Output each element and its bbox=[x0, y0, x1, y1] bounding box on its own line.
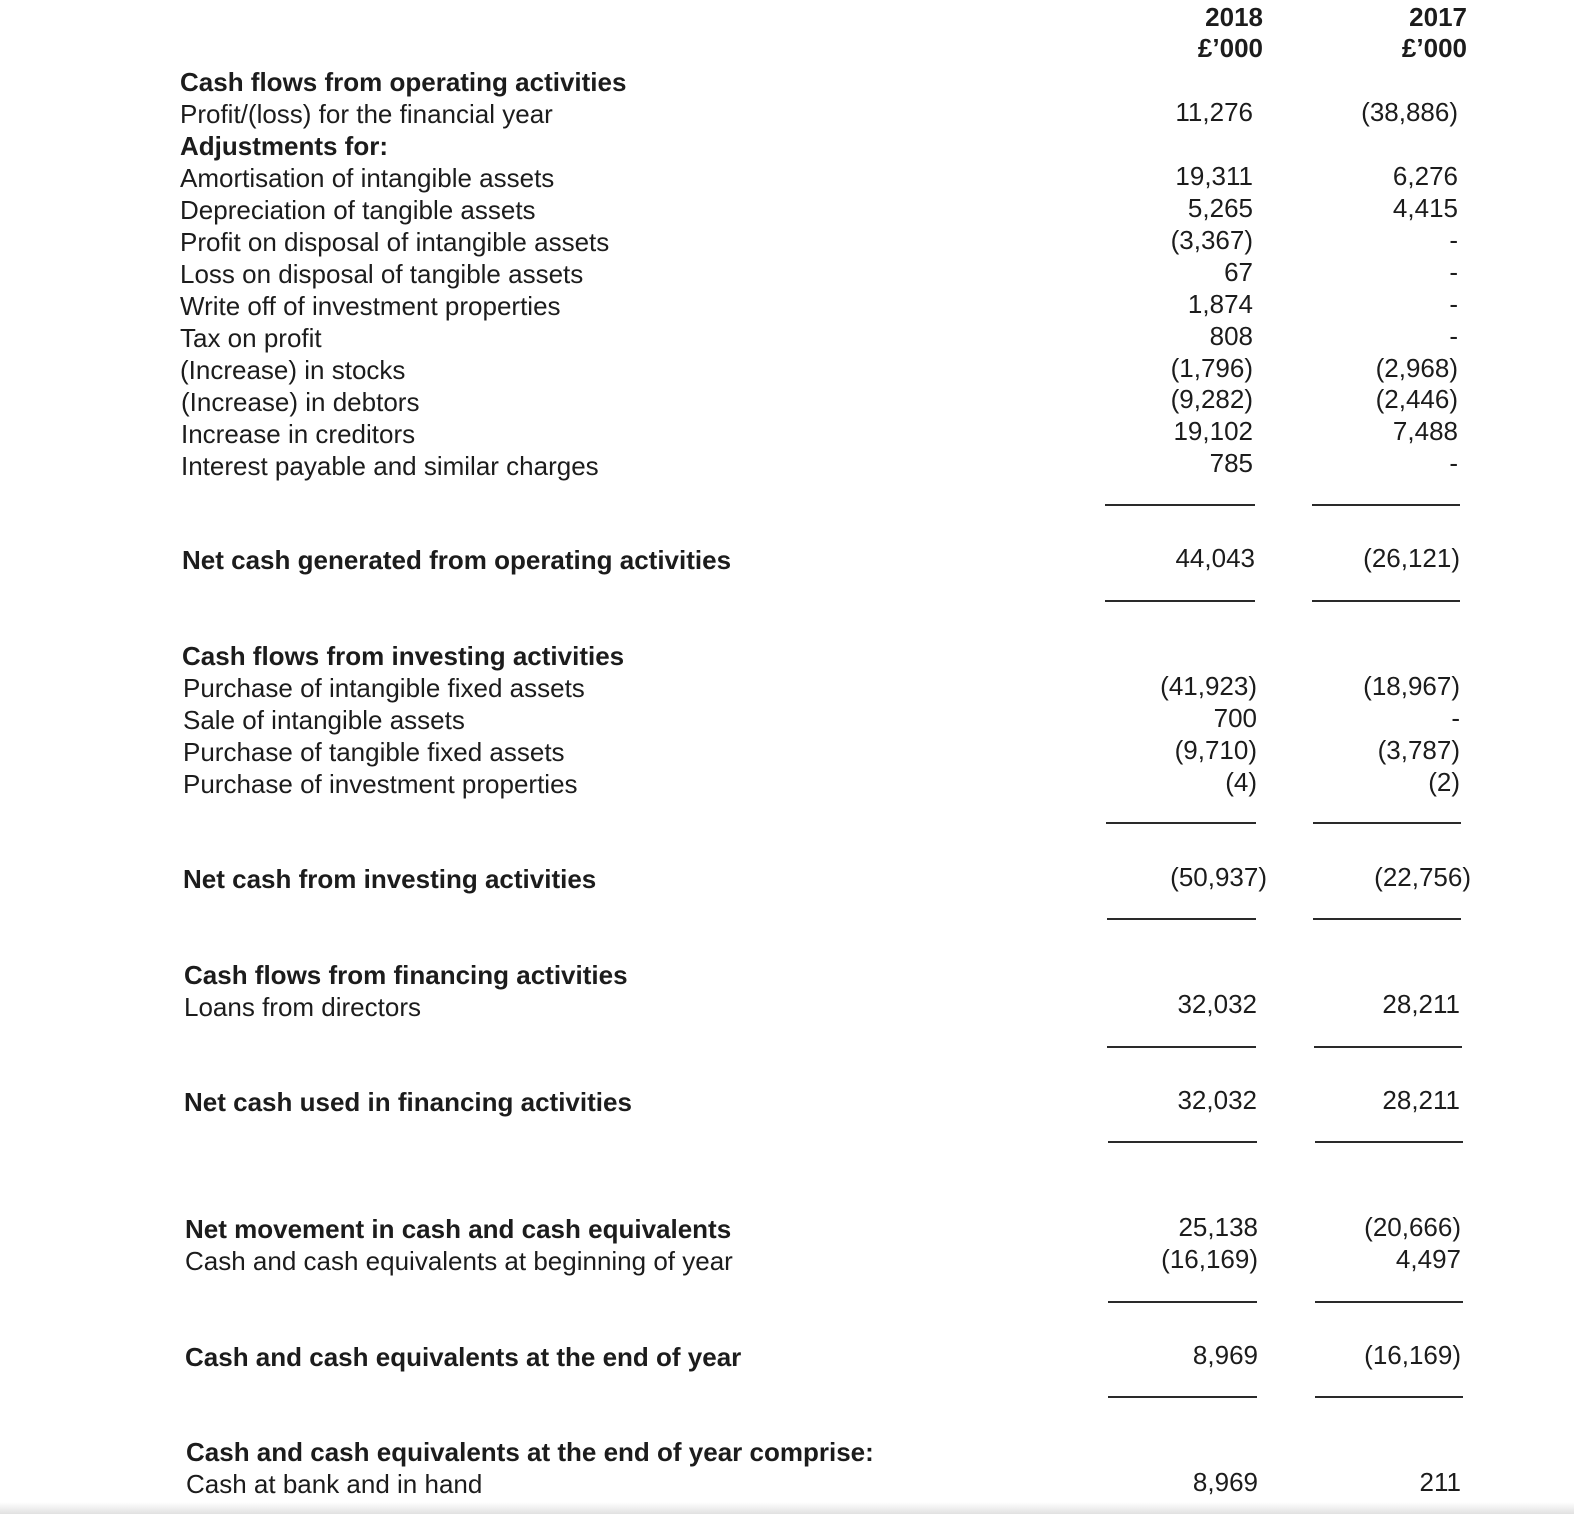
operating-item-2018: 808 bbox=[1209, 321, 1253, 351]
operating-item-2018: (1,796) bbox=[1170, 353, 1253, 383]
total-rule-2018 bbox=[1107, 918, 1256, 920]
investing-item-2017: (3,787) bbox=[1377, 735, 1460, 765]
financing-heading: Cash flows from financing activities bbox=[184, 960, 628, 990]
beginning-cash-label: Cash and cash equivalents at beginning of year bbox=[185, 1246, 733, 1276]
adjustments-label: Adjustments for: bbox=[180, 131, 388, 161]
beginning-cash-2017: 4,497 bbox=[1395, 1244, 1461, 1274]
operating-heading: Cash flows from operating activities bbox=[180, 67, 627, 97]
operating-item-2017: 6,276 bbox=[1392, 161, 1458, 191]
subtotal-rule-2017 bbox=[1313, 822, 1461, 824]
cash-at-bank-2018: 8,969 bbox=[1192, 1467, 1258, 1497]
operating-item-label: Amortisation of intangible assets bbox=[180, 163, 555, 193]
net-financing-label: Net cash used in financing activities bbox=[184, 1087, 632, 1117]
operating-item-2017: 4,415 bbox=[1392, 193, 1458, 223]
net-movement-2017: (20,666) bbox=[1364, 1212, 1461, 1242]
operating-item-label: Profit on disposal of intangible assets bbox=[180, 227, 610, 257]
comprise-heading: Cash and cash equivalents at the end of year comprise: bbox=[186, 1437, 874, 1467]
operating-item-label: (Increase) in debtors bbox=[181, 387, 420, 417]
investing-item-2018: 700 bbox=[1213, 703, 1257, 733]
end-cash-2017: (16,169) bbox=[1364, 1340, 1461, 1370]
operating-item-label: Increase in creditors bbox=[181, 419, 416, 449]
operating-item-2018: (3,367) bbox=[1170, 225, 1253, 255]
operating-item-label: (Increase) in stocks bbox=[180, 355, 406, 385]
financing-item-2018: 32,032 bbox=[1177, 989, 1257, 1019]
beginning-cash-2018: (16,169) bbox=[1161, 1244, 1258, 1274]
total-rule-2018 bbox=[1108, 1396, 1257, 1398]
financing-item-2017: 28,211 bbox=[1382, 989, 1460, 1019]
profit-2017: (38,886) bbox=[1361, 97, 1458, 127]
operating-item-2017: (2,446) bbox=[1375, 384, 1458, 414]
subtotal-rule-2018 bbox=[1105, 504, 1255, 506]
net-operating-2018: 44,043 bbox=[1175, 543, 1255, 573]
operating-item-2017: 7,488 bbox=[1392, 416, 1458, 446]
net-operating-2017: (26,121) bbox=[1363, 543, 1460, 573]
profit-2018: 11,276 bbox=[1175, 97, 1253, 127]
investing-heading: Cash flows from investing activities bbox=[182, 641, 625, 671]
operating-item-2018: 67 bbox=[1224, 257, 1253, 287]
col-2017-year: 2017 bbox=[1409, 2, 1467, 32]
total-rule-2018 bbox=[1105, 600, 1255, 602]
investing-item-2017: (18,967) bbox=[1363, 671, 1460, 701]
operating-item-label: Depreciation of tangible assets bbox=[180, 195, 536, 225]
col-2018-unit: £’000 bbox=[1197, 33, 1263, 63]
subtotal-rule-2018 bbox=[1106, 822, 1256, 824]
net-financing-2017: 28,211 bbox=[1382, 1085, 1460, 1115]
net-operating-label: Net cash generated from operating activities bbox=[182, 545, 732, 575]
cash-at-bank-label: Cash at bank and in hand bbox=[186, 1469, 483, 1499]
investing-item-2017: (2) bbox=[1428, 767, 1460, 797]
subtotal-rule-2018 bbox=[1108, 1301, 1257, 1303]
profit-label: Profit/(loss) for the financial year bbox=[180, 99, 553, 129]
investing-item-label: Purchase of tangible fixed assets bbox=[183, 737, 565, 767]
operating-item-2017: - bbox=[1449, 448, 1458, 478]
operating-item-2017: (2,968) bbox=[1375, 353, 1458, 383]
operating-item-2017: - bbox=[1449, 321, 1458, 351]
net-financing-2018: 32,032 bbox=[1177, 1085, 1257, 1115]
col-2018-year: 2018 bbox=[1205, 2, 1263, 32]
page-bottom-shadow bbox=[0, 1502, 1574, 1514]
operating-item-label: Interest payable and similar charges bbox=[181, 451, 599, 481]
operating-item-2017: - bbox=[1449, 289, 1458, 319]
subtotal-rule-2017 bbox=[1312, 504, 1460, 506]
operating-item-2017: - bbox=[1449, 257, 1458, 287]
operating-item-2018: 1,874 bbox=[1187, 289, 1253, 319]
subtotal-rule-2018 bbox=[1107, 1046, 1256, 1048]
net-investing-label: Net cash from investing activities bbox=[183, 864, 597, 894]
total-rule-2017 bbox=[1315, 1141, 1463, 1143]
operating-item-label: Tax on profit bbox=[180, 323, 322, 353]
operating-item-2017: - bbox=[1449, 225, 1458, 255]
end-cash-label: Cash and cash equivalents at the end of year bbox=[185, 1342, 742, 1372]
operating-item-2018: (9,282) bbox=[1170, 384, 1253, 414]
subtotal-rule-2017 bbox=[1315, 1301, 1463, 1303]
operating-item-label: Write off of investment properties bbox=[180, 291, 561, 321]
total-rule-2017 bbox=[1313, 918, 1461, 920]
investing-item-label: Sale of intangible assets bbox=[183, 705, 465, 735]
subtotal-rule-2017 bbox=[1314, 1046, 1462, 1048]
net-investing-2018: (50,937) bbox=[1170, 862, 1267, 892]
col-2017-unit: £’000 bbox=[1401, 33, 1467, 63]
operating-item-label: Loss on disposal of tangible assets bbox=[180, 259, 584, 289]
financing-item-label: Loans from directors bbox=[184, 992, 421, 1022]
total-rule-2017 bbox=[1312, 600, 1460, 602]
operating-item-2018: 19,102 bbox=[1173, 416, 1253, 446]
cash-at-bank-2017: 211 bbox=[1419, 1467, 1461, 1497]
operating-item-2018: 19,311 bbox=[1175, 161, 1253, 191]
investing-item-2018: (4) bbox=[1225, 767, 1257, 797]
total-rule-2018 bbox=[1108, 1141, 1257, 1143]
investing-item-2018: (41,923) bbox=[1160, 671, 1257, 701]
end-cash-2018: 8,969 bbox=[1192, 1340, 1258, 1370]
net-movement-2018: 25,138 bbox=[1178, 1212, 1258, 1242]
total-rule-2017 bbox=[1315, 1396, 1463, 1398]
investing-item-2017: - bbox=[1451, 703, 1460, 733]
net-movement-label: Net movement in cash and cash equivalents bbox=[185, 1214, 732, 1244]
investing-item-label: Purchase of investment properties bbox=[183, 769, 578, 799]
investing-item-2018: (9,710) bbox=[1174, 735, 1257, 765]
operating-item-2018: 5,265 bbox=[1187, 193, 1253, 223]
net-investing-2017: (22,756) bbox=[1374, 862, 1471, 892]
operating-item-2018: 785 bbox=[1209, 448, 1253, 478]
investing-item-label: Purchase of intangible fixed assets bbox=[183, 673, 585, 703]
